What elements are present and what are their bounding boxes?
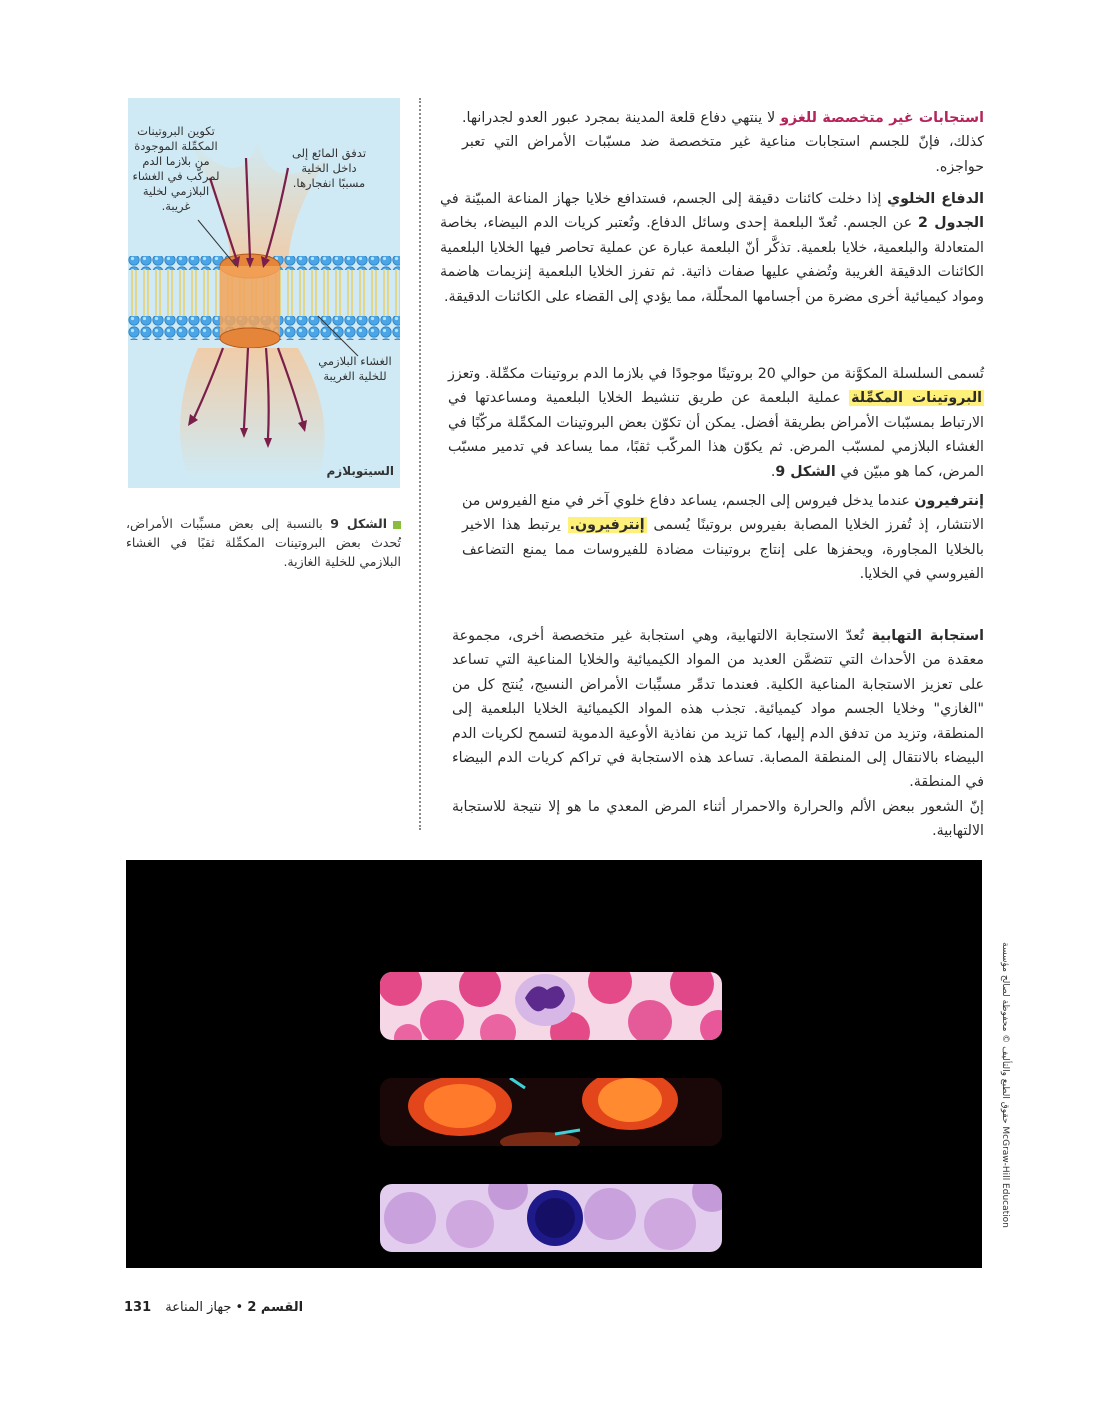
micrograph-macrophage xyxy=(380,1078,722,1146)
label-cytoplasm: السيتوبلازم xyxy=(326,464,394,478)
table-ref: الجدول 2 xyxy=(918,215,984,232)
label-plasma-membrane: الغشاء البلازمي للخلية الغريبة xyxy=(318,354,392,383)
heading-inflammatory-response: استجابة التهابية xyxy=(871,628,984,644)
heading-interferon: إنترفيرون xyxy=(914,493,984,509)
paragraph-inflammatory-response: استجابة التهابية تُعدّ الاستجابة الالتهابية، وهي استجابة غير متخصصة أخرى، مجموعة معقدة من الأحداث التي تتضمَّن العديد من المواد الكيميائية والخلايا المناعية التي تساعد على تعزيز الاستجابة المناعية الكلية. فعندما تدمِّر مسبِّبات الأمراض النسيج، يُنتج كل من "الغازي" وخلايا الجسم مواد كيميائية. تجذب هذه المواد الكيميائية الخلايا البلعمية إلى المنطقة، وتزيد من تدفق الدم إليها، كما تزيد من نفاذية الأوعية الدموية لتسمح لكريات الدم البيضاء بالانتقال إلى المنطقة المصابة. تساعد هذه الاستجابة في تراكم كريات الدم البيضاء في المنطقة. إنّ الشعور ببعض الألم والحرارة والاحمرار أثناء المرض المعدي ما هو إلا نتيجة للاستجابة الالتهابية. xyxy=(452,628,984,840)
footer-section: القسم 2 xyxy=(247,1300,304,1315)
footer-title: جهاز المناعة xyxy=(165,1300,232,1315)
page-footer xyxy=(124,1300,303,1315)
micrograph-panel xyxy=(126,860,982,1268)
paragraph-complement-proteins: تُسمى السلسلة المكوَّنة من حوالي 20 بروتينًا موجودًا في بلازما الدم بروتينات مكمِّلة. وتعزز البروتينات المكمِّلة عملية البلعمة عن طريق تنشيط الخلايا البلعمية ومساعدتها في الارتباط بمسبّبات الأمراض بطريقة أفضل. يمكن أن تكوّن بعض البروتينات المكمِّلة مركّبًا في الغشاء البلازمي لمسبّب المرض. ثم يكوّن هذا المركّب ثقبًا، مما يساعد في تدمير مسبّب المرض، كما هو مبيّن في الشكل 9. xyxy=(448,366,984,480)
paragraph-nonspecific-responses: استجابات غير متخصصة للغزو لا ينتهي دفاع قلعة المدينة بمجرد عبور العدو لجدرانها. كذلك، فإنّ للجسم استجابات مناعية غير متخصصة ضد مسبّبات الأمراض التي تعبر حواجزه. xyxy=(462,110,984,175)
figure-ref: الشكل 9 xyxy=(775,463,836,480)
label-complement-complex: تكوين البروتينات المكمِّلة الموجودة من بلازما الدم لمركّب في الغشاء البلازمي لخلية غريبة. xyxy=(132,124,220,213)
figure-complement-pore xyxy=(128,98,400,488)
page-number: 131 xyxy=(124,1300,152,1315)
footer-bullet: • xyxy=(235,1300,244,1315)
heading-nonspecific-responses: استجابات غير متخصصة للغزو xyxy=(780,110,984,126)
paragraph-interferon: إنترفيرون عندما يدخل فيروس إلى الجسم، يساعد دفاع خلوي آخر في منع الفيروس من الانتشار، إذ تُفرز الخلايا المصابة بفيروس بروتينًا يُسمى إنترفيرون. يرتبط هذا الاخير بالخلايا المجاورة، ويحفزها على إنتاج بروتينات مضادة للفيروسات مما يمنع التضاعف الفيروسي في الخلايا. xyxy=(462,493,984,583)
paragraph-cellular-defense: الدفاع الخلوي إذا دخلت كائنات دقيقة إلى الجسم، فستدافع خلايا جهاز المناعة المبيّنة في الجدول 2 عن الجسم. تُعدّ البلعمة إحدى وسائل الدفاع. وتُعتبر كريات الدم البيضاء، بخاصة المتعادلة والبلعمية، خلايا بلعمية. تذكَّر أنّ البلعمة عبارة عن عملية تحاصر فيها الخلايا البلعمية الكائنات الدقيقة الغريبة وتُضفي عليها صفات ذاتية. ثم تفرز الخلايا البلعمية إنزيمات هاضمة ومواد كيميائية أخرى مضرة من أجسامها المحلّلة، مما يؤدي إلى القضاء على الكائنات الدقيقة. xyxy=(440,191,984,305)
copyright-credit: حقوق الطبع والتأليف © محفوظة لصالح مؤسسة McGraw-Hill Education xyxy=(1000,942,1010,1228)
micrograph-neutrophil xyxy=(380,972,722,1040)
label-fluid-flow: تدفق المائع إلى داخل الخلية مسببًا انفجارها. xyxy=(291,146,367,190)
term-interferon: إنترفيرون. xyxy=(569,517,645,534)
micrograph-lymphocyte xyxy=(380,1184,722,1252)
figure-caption: الشكل 9 بالنسبة إلى بعض مسبِّبات الأمراض، تُحدث بعض البروتينات المكمِّلة ثقبًا في الغشاء البلازمي للخلية الغازية. xyxy=(126,516,401,569)
column-divider xyxy=(419,98,421,830)
caption-figure-ref: الشكل 9 xyxy=(330,516,387,531)
caption-bullet-icon xyxy=(393,521,401,529)
heading-cellular-defense: الدفاع الخلوي xyxy=(887,191,984,207)
term-complement-proteins: البروتينات المكمِّلة xyxy=(851,390,983,407)
